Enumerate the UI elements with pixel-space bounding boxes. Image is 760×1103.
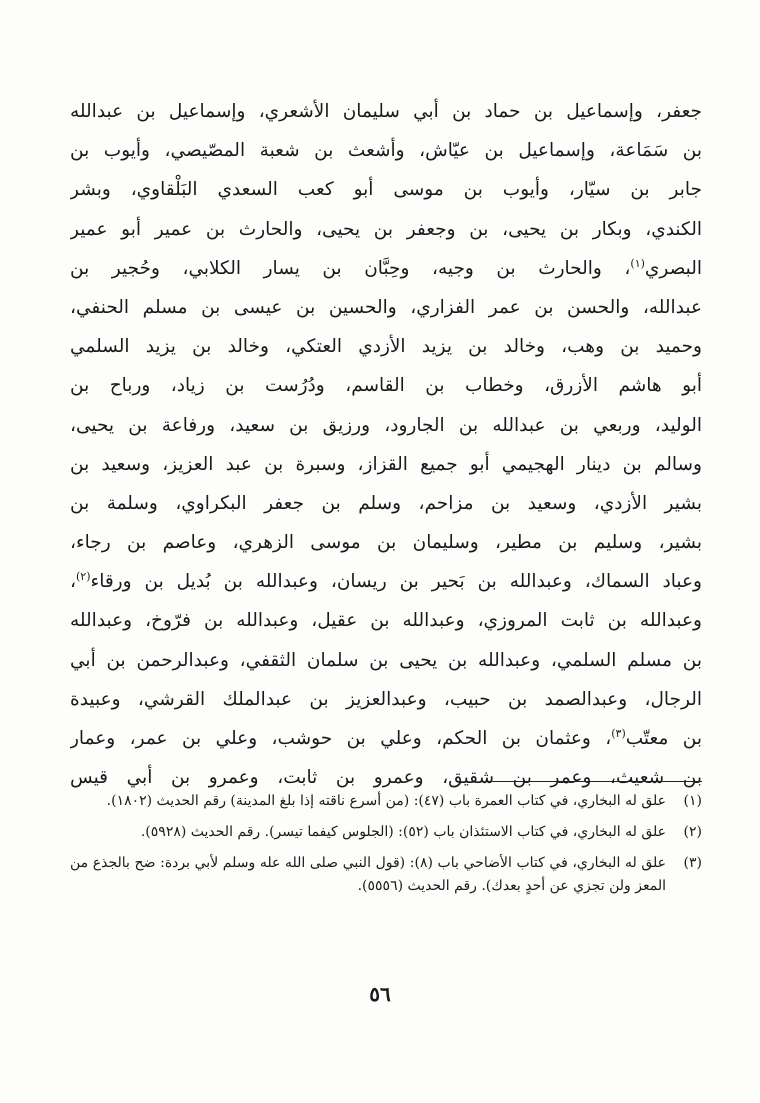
- text-segment: ، وعثمان بن الحكم، وعلي بن حوشب، وعلي بن عمر، وعمار: [70, 728, 612, 749]
- footnote-number: (٣): [683, 855, 702, 871]
- text-line: الوليد، وربعي بن عبدالله بن الجارود، ورزيق بن سعيد، ورفاعة بن يحيى،: [70, 414, 702, 436]
- text-segment: البصري: [644, 257, 702, 279]
- text-segment: ، والحارث بن وجيه، وحِبَّان بن يسار الكلابي، وحُجير بن: [70, 257, 631, 279]
- main-text: [70, 92, 702, 797]
- text-line: وعبدالله بن ثابت المروزي، وعبدالله بن عقيل، وعبدالله بن فرّوخ، وعبدالله: [70, 610, 702, 632]
- footnote: [70, 852, 702, 898]
- text-line: بشير، وسليم بن مطير، وسليمان بن موسى الزهري، وعاصم بن رجاء،: [70, 532, 702, 554]
- text-line: بن سَمَاعة، وإسماعيل بن عيّاش، وأشعث بن شعبة المصّيصي، وأيوب بن: [70, 140, 702, 162]
- footnote-ref: (٢): [75, 570, 91, 584]
- text-line: [70, 249, 702, 288]
- footnote-ref: (٣): [611, 726, 626, 740]
- footnote: [70, 790, 702, 813]
- footnote-text: علق له البخاري، في كتاب الأضاحي باب (٨): (قول النبي صلى الله عله وسلم لأبي بردة: ضح بالجذع من المعز ولن تجزي عن أحدٍ بعدك). رقم الحديث (٥٥٥٦).: [70, 855, 666, 894]
- text-line: بن شعيث، وعمر بن شقيق، وعمرو بن ثابت، وعمرو بن أبي قيس: [70, 767, 702, 789]
- text-line: الرجال، وعبدالصمد بن حبيب، وعبدالعزيز بن عبدالملك القرشي، وعبيدة: [70, 688, 702, 710]
- footnote-text: علق له البخاري، في كتاب الاستئذان باب (٥٢): (الجلوس كيفما تيسر). رقم الحديث (٥٩٢٨).: [140, 824, 666, 840]
- text-line: [70, 719, 702, 758]
- text-line: وسالم بن دينار الهجيمي أبو جميع القزاز، وسبرة بن عبد العزيز، وسعيد بن: [70, 453, 702, 475]
- footnote-number: (٢): [683, 824, 702, 840]
- text-line: بن مسلم السلمي، وعبدالله بن يحيى بن سلمان الثقفي، وعبدالرحمن بن أبي: [70, 649, 702, 671]
- text-line: [70, 562, 702, 601]
- text-segment: بن معتّب: [625, 728, 702, 749]
- footnote-number: (١): [683, 793, 702, 809]
- text-line: وحميد بن وهب، وخالد بن يزيد الأزدي العتكي، وخالد بن يزيد السلمي: [70, 336, 702, 358]
- text-line: جابر بن سيّار، وأيوب بن موسى أبو كعب السعدي البَلْقاوي، وبشر: [70, 179, 702, 201]
- footnote-separator: [485, 781, 702, 782]
- footnote-text: علق له البخاري، في كتاب العمرة باب (٤٧): (من أسرع ناقته إذا بلغ المدينة) رقم الحديث (١٨٠٢).: [106, 793, 666, 809]
- footnote: [70, 821, 702, 844]
- footnote-ref: (١): [630, 256, 645, 270]
- text-segment: ،: [70, 571, 76, 593]
- text-line: الكندي، وبكار بن يحيى، بن وجعفر بن يحيى، والحارث بن عمير أبو عمير: [70, 218, 702, 240]
- text-line: أبو هاشم الأزرق، وخطاب بن القاسم، ودُرُست بن زياد، ورباح بن: [70, 375, 702, 397]
- text-segment: وعباد السماك، وعبدالله بن بَحير بن ريسان، وعبدالله بن بُديل بن ورقاء: [90, 571, 702, 593]
- text-line: بشير الأزدي، وسعيد بن مزاحم، وسلم بن جعفر البكراوي، وسلمة بن: [70, 492, 702, 514]
- footnotes: [70, 790, 702, 906]
- text-line: جعفر، وإسماعيل بن حماد بن أبي سليمان الأشعري، وإسماعيل بن عبدالله: [70, 101, 702, 122]
- page-number: ٥٦: [369, 982, 391, 1006]
- text-line: عبدالله، والحسن بن عمر الفزاري، والحسين بن عيسى بن مسلم الحنفي،: [70, 296, 702, 318]
